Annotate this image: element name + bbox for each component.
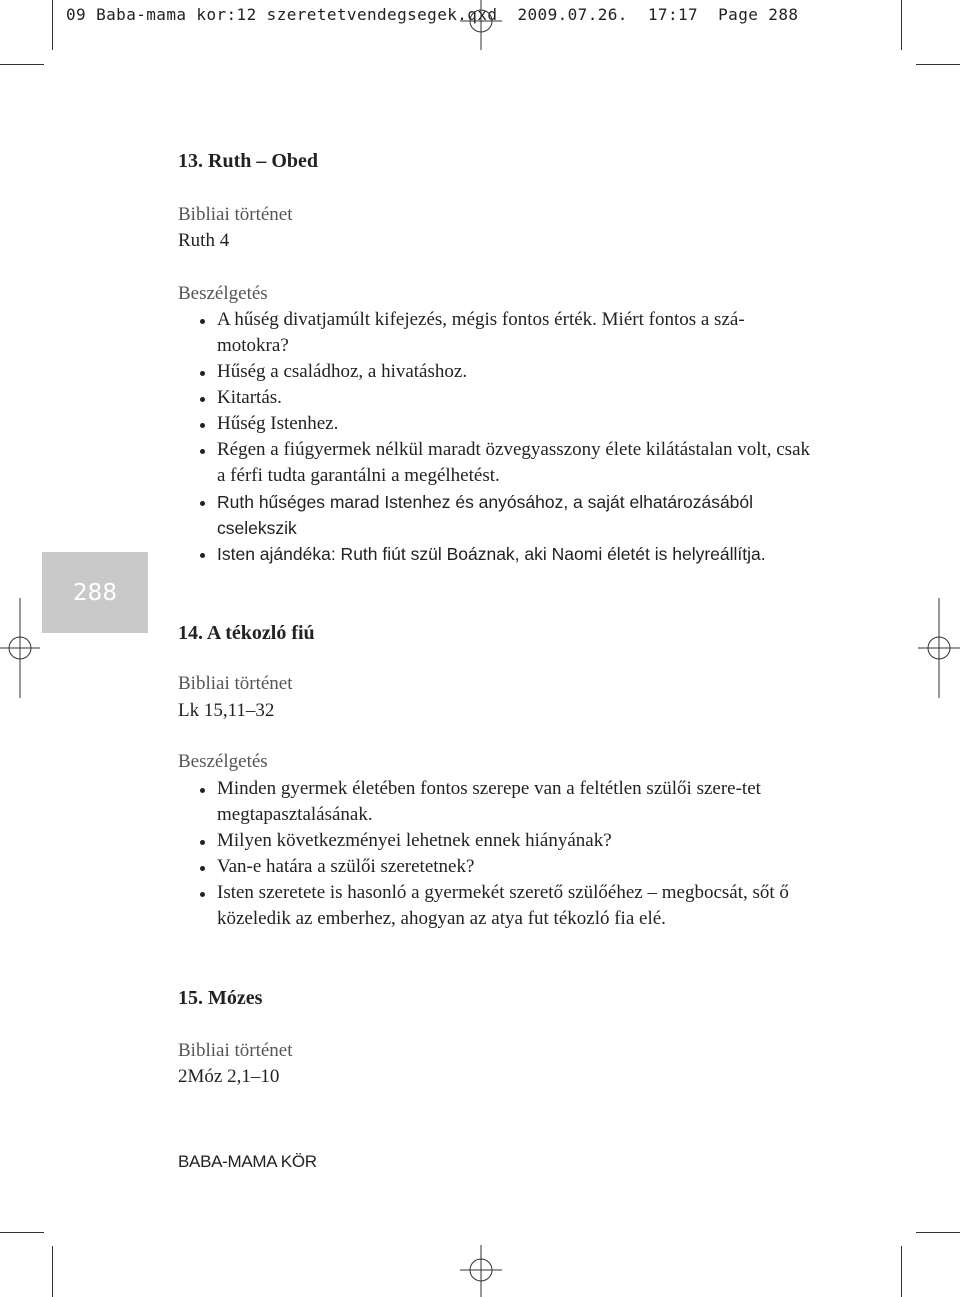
section-14-title: 14. A tékozló fiú <box>178 622 315 644</box>
section-15-title: 15. Mózes <box>178 987 263 1009</box>
section-13-bible-label: Bibliai történet <box>178 204 293 225</box>
list-item: Régen a fiúgyermek nélkül maradt özvegyasszony élete kilátástalan volt, csak a férfi tudta garantálni a megélhetést. <box>198 437 810 489</box>
section-14-bullets <box>198 776 810 932</box>
list-item: Van-e határa a szülői szeretetnek? <box>198 854 810 880</box>
page-number-tab <box>42 552 148 633</box>
section-13-title: 13. Ruth – Obed <box>178 150 319 172</box>
section-14-reference: Lk 15,11–32 <box>178 700 275 721</box>
list-item: Milyen következményei lehetnek ennek hiányának? <box>198 828 810 854</box>
list-item: Isten ajándéka: Ruth fiút szül Boáznak, aki Naomi életét is helyreállítja. <box>198 541 810 567</box>
list-item: Kitartás. <box>198 385 810 411</box>
list-item: Minden gyermek életében fontos szerepe van a feltétlen szülői szere-tet megtapasztalásának. <box>198 776 810 828</box>
registration-mark-left <box>0 598 40 698</box>
running-footer: BABA-MAMA KÖR <box>178 1152 317 1171</box>
list-item: Hűség a családhoz, a hivatáshoz. <box>198 359 810 385</box>
registration-mark-bottom <box>460 1245 502 1297</box>
registration-mark-top <box>460 0 502 52</box>
list-item: Ruth hűséges marad Istenhez és anyósához, a saját elhatározásából cselekszik <box>198 489 810 541</box>
section-13-bullets <box>198 307 810 567</box>
section-13-talk-label: Beszélgetés <box>178 283 268 304</box>
section-15-bible-label: Bibliai történet <box>178 1040 293 1061</box>
section-13-reference: Ruth 4 <box>178 230 230 251</box>
registration-mark-right <box>918 598 960 698</box>
section-14-bible-label: Bibliai történet <box>178 673 293 694</box>
list-item: A hűség divatjamúlt kifejezés, mégis fontos érték. Miért fontos a szá-motokra? <box>198 307 810 359</box>
section-14-talk-label: Beszélgetés <box>178 751 268 772</box>
list-item: Hűség Istenhez. <box>198 411 810 437</box>
section-15-reference: 2Móz 2,1–10 <box>178 1066 280 1087</box>
page-number: 288 <box>73 579 117 606</box>
printer-slug: 09 Baba-mama kor:12 szeretetvendegsegek.qxd 2009.07.26. 17:17 Page 288 <box>66 5 799 24</box>
list-item: Isten szeretete is hasonló a gyermekét szerető szülőéhez – megbocsát, sőt ő közeledik az emberhez, ahogyan az atya fut tékozló fia elé. <box>198 880 810 932</box>
